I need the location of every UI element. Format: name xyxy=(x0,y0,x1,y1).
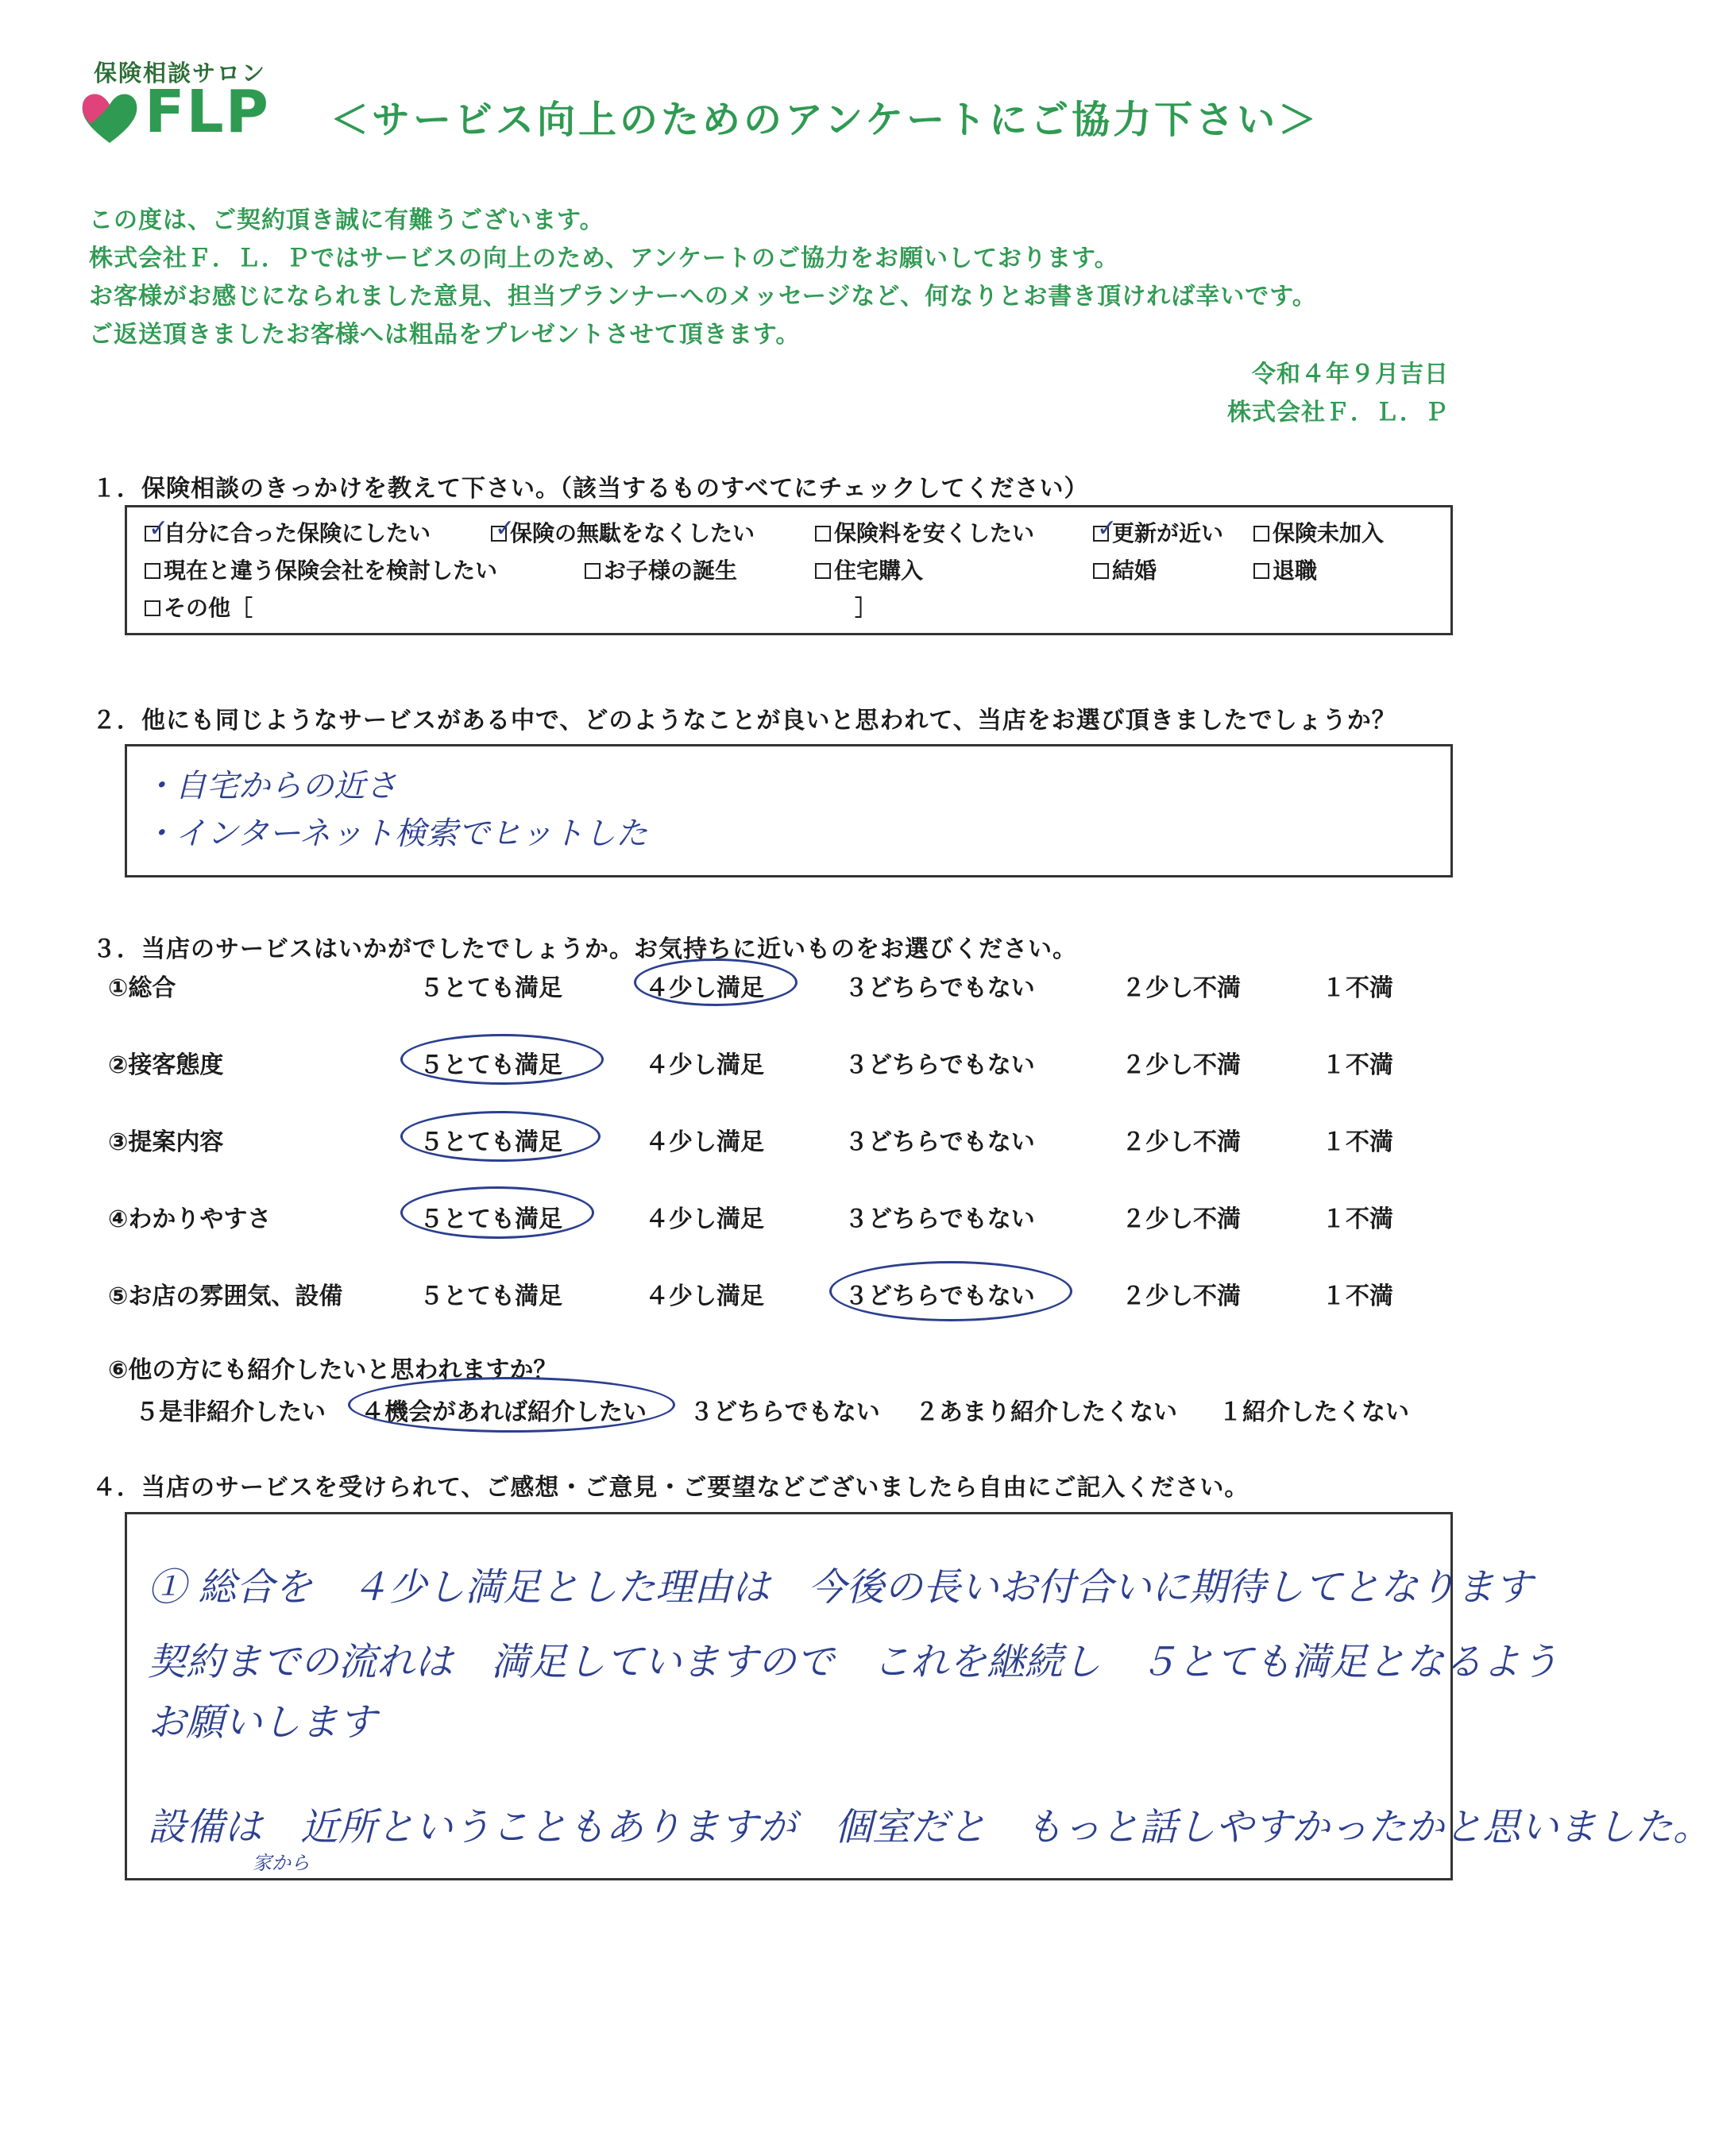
rating-option[interactable]: ５とても満足 xyxy=(419,1282,562,1310)
referral-option[interactable]: ３どちらでもない xyxy=(689,1398,880,1426)
checkbox-icon[interactable] xyxy=(1093,563,1109,579)
rating-option[interactable]: ４少し満足 xyxy=(645,1051,764,1079)
intro-line: この度は、ご契約頂き誠に有難うございます。 xyxy=(89,206,604,234)
checkbox-checked-icon[interactable]: ✓ xyxy=(145,526,160,542)
intro-line: お客様がお感じになられました意見、担当プランナーへのメッセージなど、何なりとお書き頂ければ幸いです。 xyxy=(89,283,1317,310)
rating-option-selected[interactable]: ５とても満足 xyxy=(419,1128,562,1156)
referral-option[interactable]: １紹介したくない xyxy=(1219,1398,1409,1426)
rating-row-label: ②接客態度 xyxy=(108,1051,224,1079)
q1-option-other[interactable]: その他［ xyxy=(145,591,253,623)
q1-option[interactable]: 保険料を安くしたい xyxy=(815,516,1034,548)
rating-option[interactable]: １不満 xyxy=(1322,1128,1393,1156)
rating-option[interactable]: ３どちらでもない xyxy=(844,1128,1035,1156)
q4-comment-line: お願いします xyxy=(148,1700,377,1745)
rating-option-selected[interactable]: ４少し満足 xyxy=(645,974,764,1002)
rating-option[interactable]: ４少し満足 xyxy=(645,1128,764,1156)
q1-option[interactable]: 保険未加入 xyxy=(1253,516,1384,548)
q4-insert-note: 家から xyxy=(253,1852,310,1874)
rating-option[interactable]: ２少し不満 xyxy=(1122,1205,1241,1233)
q1-option[interactable]: お子様の誕生 xyxy=(585,553,737,585)
rating-option[interactable]: ４少し満足 xyxy=(645,1205,764,1233)
rating-option[interactable]: ４少し満足 xyxy=(645,1282,764,1310)
rating-option-selected[interactable]: ５とても満足 xyxy=(419,1051,562,1079)
brand-logo-text: FLP xyxy=(145,78,270,146)
q2-answer-line: ・自宅からの近さ xyxy=(143,768,397,804)
company-name: 株式会社Ｆ．Ｌ．Ｐ xyxy=(1227,399,1449,426)
rating-option[interactable]: １不満 xyxy=(1322,1282,1393,1310)
referral-label: ⑥他の方にも紹介したいと思われますか？ xyxy=(108,1356,558,1384)
checkbox-checked-icon[interactable]: ✓ xyxy=(491,526,507,542)
checkbox-icon[interactable] xyxy=(145,600,160,616)
q1-option[interactable]: ✓ 更新が近い xyxy=(1093,516,1223,548)
rating-row-label: ④わかりやすさ xyxy=(108,1205,272,1233)
rating-row-label: ①総合 xyxy=(108,974,176,1002)
q4-comment-line: ① 総合を ４少し満足とした理由は 今後の長いお付合いに期待してとなります xyxy=(148,1565,1533,1610)
rating-option[interactable]: ２少し不満 xyxy=(1122,1051,1241,1079)
rating-option[interactable]: ５とても満足 xyxy=(419,974,562,1002)
page-title: ＜サービス向上のためのアンケートにご協力下さい＞ xyxy=(330,98,1320,142)
q4-comment-line: 契約までの流れは 満足していますので これを継続し ５とても満足となるよう xyxy=(148,1640,1559,1684)
checkbox-icon[interactable] xyxy=(585,563,601,579)
referral-option[interactable]: ５是非紹介したい xyxy=(135,1398,326,1426)
q1-option[interactable]: 退職 xyxy=(1253,553,1317,585)
q3-title: ３．当店のサービスはいかがでしたでしょうか。お気持ちに近いものをお選びください。 xyxy=(92,935,1077,963)
intro-line: ご返送頂きましたお客様へは粗品をプレゼントさせて頂きます。 xyxy=(89,321,801,349)
q4-title: ４．当店のサービスを受けられて、ご感想・ご意見・ご要望などございましたら自由にご記入ください。 xyxy=(92,1474,1249,1502)
date: 令和４年９月吉日 xyxy=(1252,361,1449,388)
rating-option[interactable]: ３どちらでもない xyxy=(844,1205,1035,1233)
rating-option[interactable]: １不満 xyxy=(1322,1051,1393,1079)
checkbox-icon[interactable] xyxy=(815,526,831,542)
rating-option-selected[interactable]: ５とても満足 xyxy=(419,1205,562,1233)
q2-answer-line: ・インターネット検索でヒットした xyxy=(143,816,648,852)
rating-option[interactable]: ２少し不満 xyxy=(1122,974,1241,1002)
checkbox-checked-icon[interactable]: ✓ xyxy=(1093,526,1109,542)
rating-option[interactable]: ３どちらでもない xyxy=(844,974,1035,1002)
heart-logo-icon xyxy=(78,86,141,149)
q1-other-close: ］ xyxy=(855,595,878,621)
q1-option[interactable]: 結婚 xyxy=(1093,553,1157,585)
rating-option[interactable]: ２少し不満 xyxy=(1122,1128,1241,1156)
checkbox-icon[interactable] xyxy=(1253,563,1269,579)
rating-option[interactable]: １不満 xyxy=(1322,1205,1393,1233)
q2-title: ２．他にも同じようなサービスがある中で、どのようなことが良いと思われて、当店をお選び頂きましたでしょうか？ xyxy=(92,707,1396,735)
referral-option-selected[interactable]: ４機会があれば紹介したい xyxy=(361,1398,647,1426)
rating-option[interactable]: ３どちらでもない xyxy=(844,1051,1035,1079)
brand-subtitle: 保険相談サロン xyxy=(94,60,267,87)
intro-line: 株式会社Ｆ．Ｌ．Ｐではサービスの向上のため、アンケートのご協力をお願いしております。 xyxy=(89,245,1119,272)
q1-option[interactable]: 住宅購入 xyxy=(815,553,923,585)
rating-row-label: ③提案内容 xyxy=(108,1128,224,1156)
rating-row-label: ⑤お店の雰囲気、設備 xyxy=(108,1282,343,1310)
rating-option-selected[interactable]: ３どちらでもない xyxy=(844,1282,1035,1310)
q1-option[interactable]: ✓ 自分に合った保険にしたい xyxy=(145,516,431,548)
q1-option[interactable]: 現在と違う保険会社を検討したい xyxy=(145,553,497,585)
rating-option[interactable]: １不満 xyxy=(1322,974,1393,1002)
checkbox-icon[interactable] xyxy=(815,563,831,579)
checkbox-icon[interactable] xyxy=(145,563,160,579)
q4-comment-line: 設備は 近所ということもありますが 個室だと もっと話しやすかったかと思いました。 xyxy=(148,1805,1711,1849)
referral-option[interactable]: ２あまり紹介したくない xyxy=(915,1398,1177,1426)
rating-option[interactable]: ２少し不満 xyxy=(1122,1282,1241,1310)
q1-title: １．保険相談のきっかけを教えて下さい。（該当するものすべてにチェックしてください） xyxy=(92,475,1089,503)
checkbox-icon[interactable] xyxy=(1253,526,1269,542)
q1-option[interactable]: ✓ 保険の無駄をなくしたい xyxy=(491,516,755,548)
